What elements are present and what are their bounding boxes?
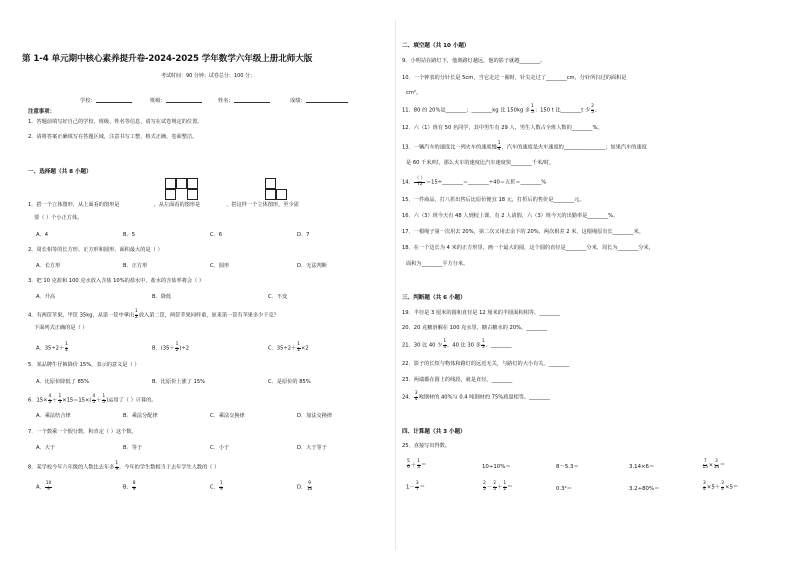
q6-option-c[interactable]: C．乘法交换律: [210, 413, 245, 419]
section-calc-header: 四、计算题（共 3 小题）: [402, 429, 466, 435]
q4-option-c[interactable]: C．35÷2＋ $\frac{1}{2}$ ×2: [268, 342, 309, 353]
q17-text: 17．一根绳子第一次用去 20%，第二次又用去余下的 20%，两次相差 2 米，这根绳原有长________米。: [402, 229, 644, 235]
q1-option-c[interactable]: C．6: [210, 232, 223, 238]
q14-text: 14． $\frac{( )}{72}$ ＝15÷________＝________÷40＝五折＝________%: [402, 176, 547, 187]
q24-text: 24． $\frac{3}{4}$ 吨钢材的 40%与 0.4 吨钢材的 75%质量相等。________: [402, 391, 550, 402]
q8-option-a[interactable]: A． $\frac{10}{9}$: [36, 481, 52, 492]
calc-2-2: $\frac{2}{5}$ － $\frac{2}{5}$ ＋ $\frac{1}{2}$ ＝: [483, 481, 513, 492]
q3-option-c[interactable]: C．不变: [268, 294, 288, 300]
q10-text: 10．一个钟表的分针长是 5cm，当它走过一圈时，针尖走过了________cm，分针所扫过的面积是: [402, 75, 627, 81]
q7-option-a[interactable]: A．大于: [36, 445, 56, 451]
q5-option-b[interactable]: B．比原价上涨了 15%: [152, 379, 206, 385]
q2-text: 2．周长相等的长方形、正方形和圆形，面积最大的是（ ）: [28, 247, 163, 253]
school-label: 学校：: [80, 98, 96, 104]
q4-option-b[interactable]: B．(35＋ $\frac{1}{2}$ )÷2: [152, 342, 190, 353]
q2-option-b[interactable]: B．正方形: [123, 263, 148, 269]
exam-title: 第 1-4 单元期中核心素养提升卷-2024-2025 学年数学六年级上册北师大版: [22, 54, 313, 64]
q6-option-b[interactable]: B．乘法分配律: [123, 413, 158, 419]
score-field[interactable]: [306, 96, 348, 103]
q20-text: 20．20 克糖溶解在 100 克水里，糖占糖水的 20%。________: [402, 325, 547, 331]
note-1: 1．答题前填写好自己的学校、班级、姓名等信息，请写在试卷规定的位置。: [28, 119, 203, 125]
calc-1-5: $\frac{7}{15}$ × $\frac{3}{14}$ ＝: [702, 459, 726, 470]
exam-info: 考试时间：90 分钟；试卷总分：100 分；: [160, 73, 256, 79]
calc-2-3: 0.3²＝: [556, 486, 573, 492]
note-2: 2．请将答案正确填写在答题区域，注意书写工整，格式正确，卷面整洁。: [28, 134, 198, 140]
q21-text: 21．30 比 40 少 $\frac{1}{4}$ ，40 比 30 多 $\frac{1}{3}$ 。________: [402, 339, 512, 350]
q11-text: 11．80 的 20%是________；________kg 比 150kg 多 $\frac{1}{5}$ ；150 t 比________t 少 $\frac{2}{5}$ 。: [402, 104, 601, 115]
q19-text: 19．半径是 3 厘米的圆和直径是 12 厘米的半圆面积相等。________: [402, 310, 560, 316]
q3-option-b[interactable]: B．降低: [152, 294, 172, 300]
name-field[interactable]: [234, 96, 270, 103]
school-field[interactable]: [96, 96, 132, 103]
q3-text: 3．把 10 克盐和 100 克水放入含盐 10%的盐水中，盐水的含盐率将会（ ）: [28, 278, 205, 284]
q6-text: 6．15× $\frac{4}{5}$ ＋ $\frac{1}{5}$ ×15＝15×( $\frac{4}{5}$ ＋ $\frac{1}{5}$ )运用了（ ）计算的。: [28, 394, 157, 405]
calc-1-3: 8－5.3＝: [556, 464, 579, 470]
q4-text-2: 下面列式正确的是（ ）: [34, 325, 88, 331]
q7-option-d[interactable]: D．大于等于: [297, 445, 327, 451]
q8-option-c[interactable]: C． $\frac{1}{9}$: [210, 481, 223, 492]
column-divider: [395, 20, 396, 550]
score-label: 成绩：: [290, 98, 306, 104]
class-label: 班级：: [150, 98, 166, 104]
q2-option-c[interactable]: C．圆形: [210, 263, 230, 269]
q2-option-d[interactable]: D．无法判断: [297, 263, 327, 269]
q25-text: 25．直接写出得数。: [402, 443, 451, 449]
q1-text: 1．搭一个立体图形，从上面看的图形是 ，从左面看的图形是 ，搭这样一个立体图形，至少需: [28, 202, 299, 208]
calc-1-4: 3.14×6＝: [629, 464, 655, 470]
q22-text: 22．影子的长短与物体和路灯的远近无关，与路灯的大小有关。________: [402, 361, 570, 367]
class-field[interactable]: [166, 96, 202, 103]
q16-text: 16．六（3）班今天有 48 人到校上课，有 2 人请假，六（3）班今天的出勤率是________%。: [402, 213, 619, 219]
q1-text-2: 要（ ）个小正方体。: [34, 215, 83, 221]
q18-text: 18．在一个边长为 4 米的正方形里，画一个最大的圆，这个圆的直径是________分米，周长为________分米，: [402, 245, 654, 251]
q8-text: 8．某学校今年六年级的人数比去年多 $\frac{1}{9}$ ，今年的学生数相当于去年学生人数的（ ）: [28, 461, 220, 472]
q1-option-a[interactable]: A．4: [36, 232, 49, 238]
q5-text: 5．某品牌牛仔裤降价 15%，表示的意义是（ ）: [28, 362, 140, 368]
calc-2-5: $\frac{3}{4}$ ×5＋ $\frac{3}{4}$ ×5＝: [703, 481, 739, 492]
q18-text-2: 面积为________平方分米。: [406, 261, 469, 267]
q3-option-a[interactable]: A．升高: [36, 294, 56, 300]
q12-text: 12．六（1）班有 50 名同学，其中男生有 29 人，男生人数占全班人数的________%。: [402, 125, 603, 131]
q8-option-b[interactable]: B． $\frac{8}{9}$: [123, 481, 136, 492]
calc-1-2: 10÷10%＝: [482, 464, 511, 470]
q7-option-b[interactable]: B．等于: [123, 445, 143, 451]
q7-option-c[interactable]: C．小于: [210, 445, 230, 451]
q23-text: 23．两端都在圆上的线段，就是直径。________: [402, 377, 513, 383]
q5-option-c[interactable]: C．是原价的 85%: [268, 379, 311, 385]
calc-2-1: 1－ $\frac{3}{7}$ ＝: [406, 481, 426, 492]
q8-option-d[interactable]: D． $\frac{9}{10}$: [297, 481, 313, 492]
q15-text: 15．一件商品，打八折出售后比原价便宜 18 元，打折后的售价是________元。: [402, 197, 585, 203]
q4-option-a[interactable]: A．35÷2＋ $\frac{1}{2}$: [36, 342, 68, 353]
calc-1-1: $\frac{5}{6}$ ＋ $\frac{1}{3}$ ＝: [407, 459, 427, 470]
q1-option-b[interactable]: B．5: [123, 232, 136, 238]
q1-option-d[interactable]: D．7: [297, 232, 310, 238]
name-label: 姓名：: [218, 98, 234, 104]
q7-text: 7．一个数乘一个假分数，积肯定（ ）这个数。: [28, 429, 137, 435]
q2-option-a[interactable]: A．长方形: [36, 263, 61, 269]
q13-text-2: 是 60 千米/时，那么火车的速度比汽车速度快________千米/时。: [406, 160, 555, 166]
section-choice-header: 一、选择题（共 8 小题）: [28, 169, 92, 175]
section-fill-header: 二、填空题（共 10 小题）: [402, 43, 470, 49]
notes-header: 注意事项：: [28, 109, 55, 115]
section-judge-header: 三、判断题（共 6 小题）: [402, 295, 466, 301]
q5-option-a[interactable]: A．比原价降低了 85%: [36, 379, 90, 385]
q4-text: 4．有两筐苹果，甲筐 35kg，从第一筐中拿出 $\frac{1}{2}$ 放入第二筐，两筐苹果同样重，原来第一筐有苹果多少千克？: [28, 309, 279, 320]
q4-fraction: $\frac{1}{2}$: [135, 309, 138, 320]
q9-text: 9．小明站在路灯下，他离路灯越远，他的影子就越________。: [402, 58, 546, 64]
q6-option-d[interactable]: D．加法交换律: [297, 413, 333, 419]
q10-text-2: cm²。: [406, 90, 422, 96]
calc-2-4: 3.2÷80%＝: [629, 486, 660, 492]
q13-text: 13．一辆汽车的速度比一列火车的速度慢 $\frac{1}{4}$ ，汽车的速度是火车速度的________________；如果汽车的速度: [402, 141, 647, 152]
q6-option-a[interactable]: A．乘法结合律: [36, 413, 71, 419]
